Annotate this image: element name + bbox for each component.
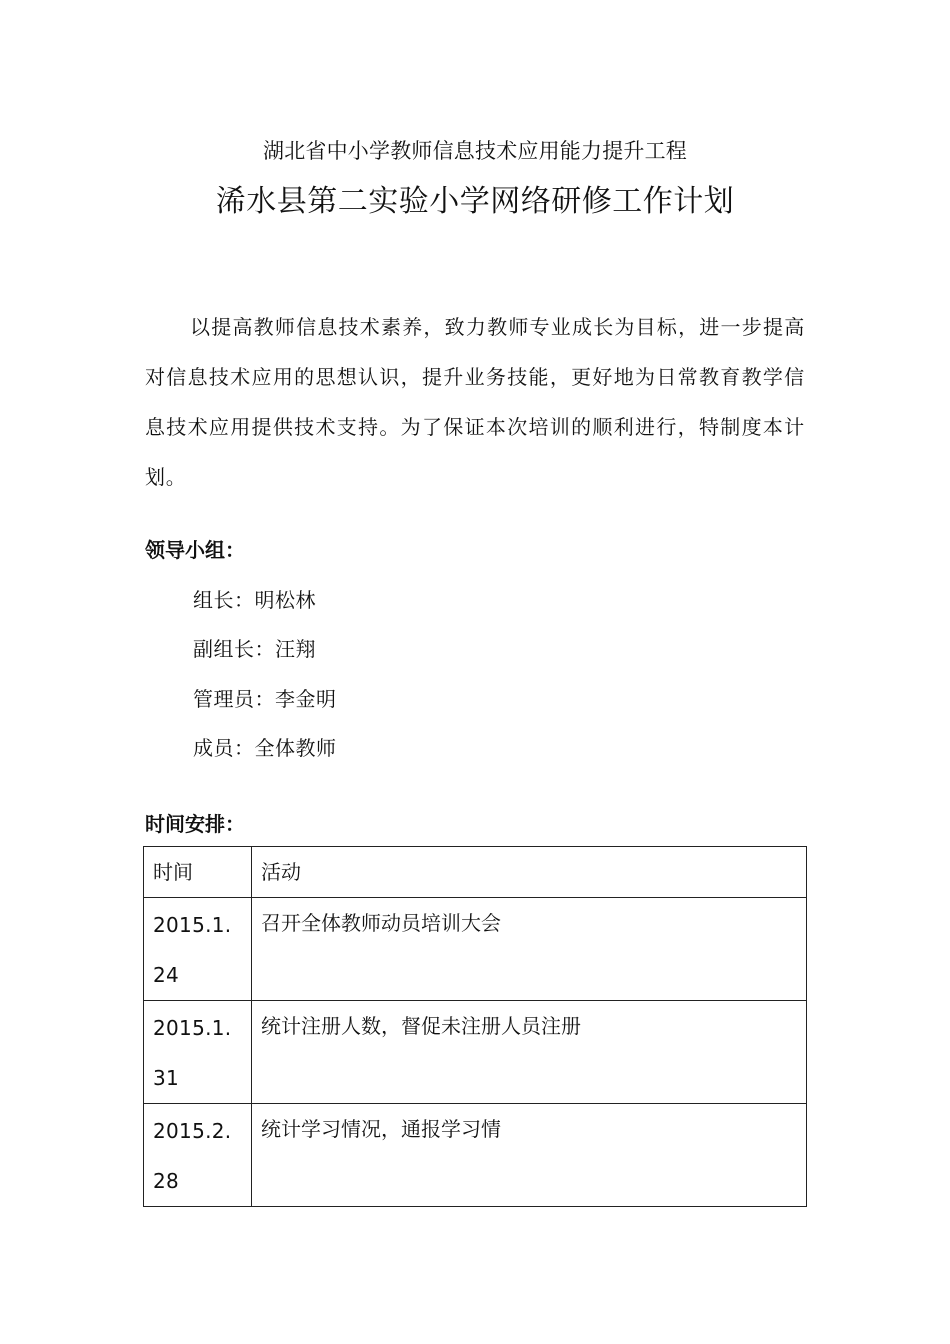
schedule-heading: 时间安排： [145,812,245,836]
activity-cell: 召开全体教师动员培训大会 [252,898,807,1001]
date-cell: 2015.1.24 [144,898,252,1001]
leaders-heading: 领导小组： [145,538,245,562]
document-subtitle: 湖北省中小学教师信息技术应用能力提升工程 [263,139,687,163]
date-cell: 2015.1.31 [144,1001,252,1104]
column-header-time: 时间 [144,847,252,898]
intro-paragraph: 以提高教师信息技术素养，致力教师专业成长为目标，进一步提高对信息技术应用的思想认识，提升业务技能，更好地为日常教育教学信息技术应用提供技术支持。为了保证本次培训的顺利进行，特制度本计划。 [145,315,805,489]
column-header-activity: 活动 [252,847,807,898]
leader-member: 管理员：李金明 [193,687,337,711]
document-title: 浠水县第二实验小学网络研修工作计划 [215,184,735,219]
leader-member: 组长：明松林 [193,588,316,612]
leader-member: 副组长：汪翔 [193,637,316,661]
table-header-row [144,847,807,898]
table-row [144,1104,807,1207]
leader-member: 成员：全体教师 [193,736,337,760]
activity-cell: 统计注册人数，督促未注册人员注册 [252,1001,807,1104]
date-cell: 2015.2.28 [144,1104,252,1207]
activity-cell: 统计学习情况，通报学习情 [252,1104,807,1207]
schedule-table [143,846,807,1207]
table-row [144,1001,807,1104]
table-row [144,898,807,1001]
